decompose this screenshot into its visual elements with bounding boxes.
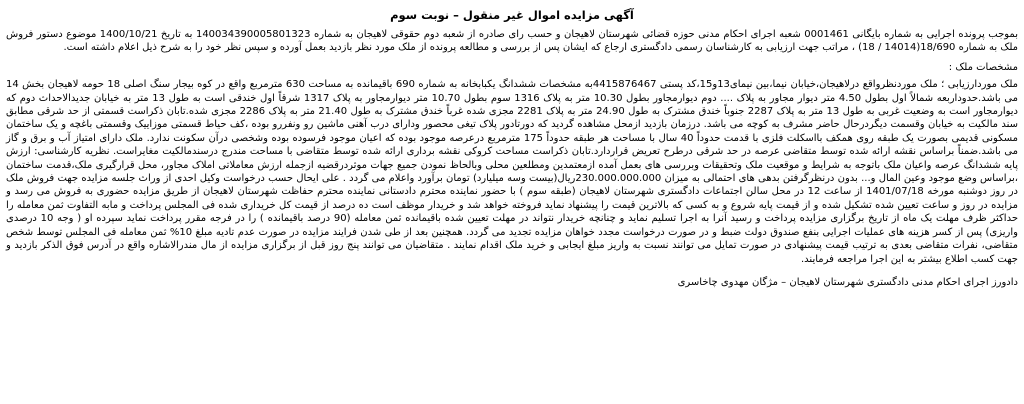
property-specs-label: مشخصات ملک : (948, 61, 1018, 73)
notice-intro: بموجب پرونده اجرایی به شماره بایگانی 0001461 شعبه اجرای احکام مدنی حوزه قضائی شهرستان لاهیجان و حسب رای صادره از شعبه دوم حقوقی لاهیجان به شماره 140034390005801323 به تاریخ 1400/10/21 موضوع دستور فروش ملک به شماره 18/690(14014 / 18) ، مراتب جهت ارزیابی به کارشناسان رسمی دادگستری ارجاع که ایشان پس از بررسی و مطالعه پرونده از ملک مورد نظر بازدید بعمل آورده و سپس نظر خود را به شرح ذیل اعلام داشته است. (6, 29, 1018, 54)
notice-title: آگهی مزایده اموال غیر منقول – نوبت سوم (390, 8, 634, 22)
notice-signature: دادورز اجرای احکام مدنی دادگستری شهرستان لاهیجان – مژگان مهدوی چاخاسری (677, 276, 1018, 288)
notice-body: ملک موردارزیابی ؛ ملک موردنظرواقع درلاهیجان،خیابان نیما،بین نیمای13و15،کد پستی 4415876467به مشخصات ششدانگ یکبابخانه به شماره 690 باقیمانده به مساحت 630 مترمربع واقع در کوه بیجار سنگ اصلی 18 حومه لاهیجان بخش 14 می باشد.حدوداربعه شمالاً اول بطول 4.50 متر دیوار مجاور به پلاک .... دوم دیوارمجاور بطول 10.30 متر به پلاک 1316 سوم بطول 10.70 متر دیوارمجاور به پلاک 1317 شرقاً اول خندقی است به طول 13 متر به خیابان جدیدالاحداث دوم که دیوارمجاور است به وضعیت غربی به طول 13 متر به پلاک 2287 جنوباً خندق مشترک به طول 24.90 متر به پلاک 2281 مجزی شده غرباً خندق مشترک به طول 21.40 متر به پلاک 2286 مجزی شده.تابان ذکراست قسمتی از حد شرقی مطابق سند مالکیت به خیابان وقسمت دیگردرحال حاضر مشرف به کوچه می باشد. درزمان بازدید ازمحل مشاهده گردید که دورتادور پلاک تیغی محصور ودارای درب آهنی ماشین رو ونفررو بوده ،کف حیاط قسمتی موزاییک وقسمتی باغچه و یک ساختمان مسکونی قدیمی بصورت یک طبقه روی همکف بااسکلت فلزی با قدمت حدوداً 40 سال با مساحت هر طبقه حدوداً 175 مترمربع درعرصه موجود بوده که اعیان موجود فرسوده بوده وشخصی درآن سکونت ندارد. ملک دارای امتیاز آب و برق و گاز می باشد.ضمناً براساس نقشه ارائه شده توسط متقاضی عرصه در حد شرقی درطرح تعریض قراردارد.تابان ذکراست مساحت کروکی نقشه برداری ارائه شده توسط متقاضی با مساحت مندرج درسندمالکیت مغایراست. نظریه کارشناسی: ارزش پایه ششدانگ عرصه واعیان ملک باتوجه به شرایط و موقعیت ملک وتحقیقات وبررسی های بعمل آمده ازمعتمدین ومطلعین محلی وبالحاظ نمودن جمیع جهات موثردرقضیه ازجمله ارزش معاملاتی املاک مجاور، محل قرارگیری ملک،قدمت ساختمان ،براساس وضع موجود وعین المال و... بدون درنظرگرفتن بدهی های احتمالی به میزان 230.000.000.000ریال(بیست وسه میلیارد) تومان برآورد واعلام می گردد . علی ایحال حسب درخواست وکیل احدی از وراث جلسه مزایده جهت فروش ملک در روز دوشنبه مورخه 1401/07/18 از ساعت 12 در محل سالن اجتماعات دادگستری شهرستان لاهیجان (طبقه سوم ) با حضور نماینده محترم دادستانی نماینده محترم حفاظت شهرستان لاهیجان از طریق مزایده حضوری به فروش می رسد و مزایده در روز و ساعت تعیین شده تشکیل شده و از قیمت پایه شروع و به کسی که بالاترین قیمت را پیشنهاد نماید فروخته خواهد شد و خریدار موظف است ده درصد از قیمت کل خریداری شده فی المجلس پرداخت و مابه التفاوت ثمن معامله را حداکثر ظرف مهلت یک ماه از تاریخ برگزاری مزایده پرداخت و رسید آنرا به اجرا تسلیم نماید و چنانچه خریدار نتواند در مهلت تعیین شده باقیمانده ثمن معامله (90 درصد باقیمانده ) را در فرجه مقرر پرداخت نماید سپرده او ( وجه 10 درصدی واریزی) پس از کسر هزینه های عملیات اجرایی بنفع صندوق دولت ضبط و در صورت درخواست مجدد خواهان مزایده تجدید می گردد. همچنین بعد از طی شدن فرایند مزایده در صورت عدم تادیه مبلغ 10% ثمن معامله فی المجلس توسط شخص متقاضی، نفرات متقاضی بعدی به ترتیب قیمت پیشنهادی در صورت تمایل می توانند نسبت به واریز مبلغ ایجابی و خرید ملک اقدام نمایند . متقاضیان می توانند پنج روز قبل از برگزاری مزایده از مال مندرالاشاره واقع در آدرس فوق الذکر بازدید و جهت کسب اطلاع بیشتر به این اجرا مراجعه فرمایند. (6, 79, 1019, 265)
legal-notice (6, 0, 1018, 404)
